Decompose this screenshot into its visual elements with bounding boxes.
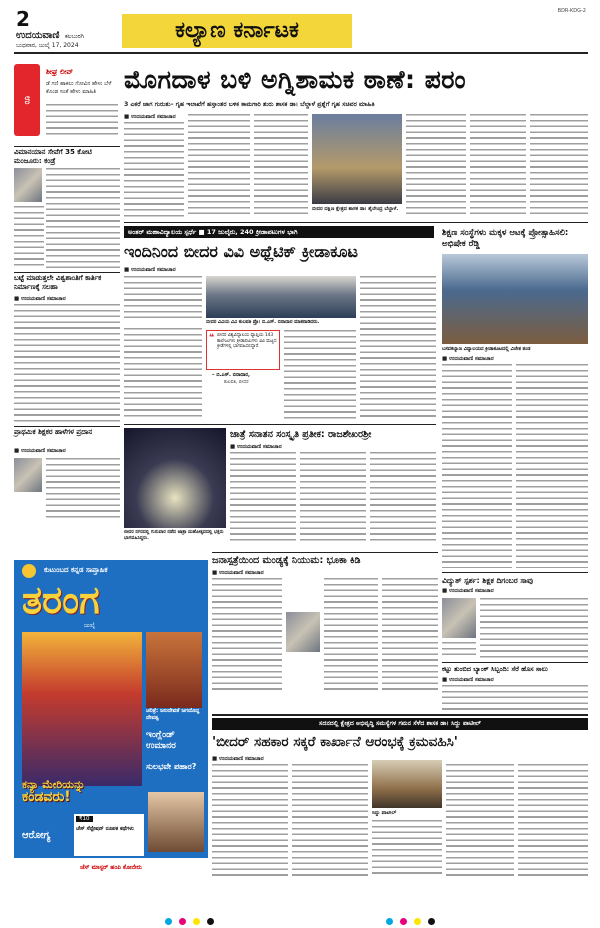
hospital-body-2	[324, 578, 378, 690]
lead-headline: ಮೊಗದಾಳ ಬಳಿ ಅಗ್ನಿಶಾಮಕ ಠಾಣೆ: ಪರಂ	[124, 65, 467, 94]
bottom-photo	[372, 760, 442, 808]
left-story-3-body	[46, 458, 120, 522]
crop-body	[442, 685, 588, 711]
death-byline: ■ ಉದಯವಾಣಿ ಸಮಾಚಾರ	[442, 588, 494, 594]
left-rule-2	[14, 272, 120, 273]
quote-box	[206, 330, 280, 370]
page-number: 2	[16, 7, 30, 31]
culture-photo-caption: ಬೀದರ ನಗರದಲ್ಲಿ ಗುರುವಾರ ನಡೆದ ಜಾತ್ರಾ ಮಹೋತ್ಸವದಲ್ಲಿ ಭಕ್ತರು ಭಾಗವಹಿಸಿದ್ದರು.	[124, 530, 224, 541]
left-story-1-body	[46, 168, 120, 268]
bottom-headline: 'ಬೀದರ್ ಸಹಕಾರ ಸಕ್ಕರೆ ಕಾರ್ಖಾನೆ ಆರಂಭಕ್ಕೆ ಕ್ರಮವಹಿಸಿ'	[212, 734, 458, 750]
left-story-1-body-b	[14, 206, 44, 268]
death-body-2	[442, 642, 476, 658]
bottom-kicker-box	[212, 718, 588, 730]
culture-body-1	[230, 452, 296, 542]
reg-dot-magenta	[179, 918, 186, 925]
bottom-body-5	[518, 764, 588, 878]
lead-body-col-1	[124, 122, 184, 218]
mid-body-col-3	[360, 276, 436, 420]
crop-headline: ಕಟ್ಟು ತುಂಬಿದ ಬ್ಯಾಂಕ್ ಸಿಬ್ಬಂದಿ: ಸೆರೆ ಹೊಸ ಸಾಲು	[442, 665, 548, 673]
mid-photo	[206, 276, 356, 318]
section-banner	[122, 14, 352, 48]
left-story-1-photo	[14, 168, 42, 202]
hospital-body-3	[382, 578, 438, 690]
left-rule-3	[14, 426, 120, 427]
edition-name: ಕಲಬುರಗಿ	[64, 33, 84, 40]
bottom-body-2	[292, 764, 368, 878]
hospital-byline: ■ ಉದಯವಾಣಿ ಸಮಾಚಾರ	[212, 570, 264, 576]
mid-body-col-1	[124, 276, 202, 320]
lead-byline: ■ ಉದಯವಾಣಿ ಸಮಾಚಾರ	[124, 114, 176, 120]
bottom-body-4	[446, 764, 514, 878]
lead-subhead: 3 ಎಕರೆ ಜಾಗ ಗುರುತು– ಗೃಹ ಇಲಾಖೆಗೆ ಹಸ್ತಾಂತರ ಬಳಿಕ ಕಾಮಗಾರಿ ಶುರು ಶಾಸಕ ಡಾ। ಬೆಲ್ದಾಳೆ ಪ್ರಶ್ನೆಗೆ ಗೃಹ ಸಚಿವರ ಮಾಹಿತಿ	[124, 101, 375, 108]
taranga-side-text-2: ಇಂಗ್ಲೆಂಡ್ ಉಮಾನರ	[146, 730, 176, 751]
quote-icon: ❝	[209, 333, 215, 343]
left-story-2-byline: ■ ಉದಯವಾಣಿ ಸಮಾಚಾರ	[14, 296, 66, 302]
right-story-1-byline: ■ ಉದಯವಾಣಿ ಸಮಾಚಾರ	[442, 356, 494, 362]
taranga-bottom-text: ಚೆಸ್ ಮಾಸ್ಟರ್ ಹಂಪಿ ಕೋನೇರು	[80, 864, 142, 871]
left-rule-1	[14, 146, 120, 147]
taranga-bottom-bar	[14, 858, 208, 878]
reg-dot-yellow	[193, 918, 200, 925]
taranga-side-photo	[146, 632, 202, 708]
culture-body-3	[370, 452, 436, 542]
crop-byline: ■ ಉದಯವಾಣಿ ಸಮಾಚಾರ	[442, 677, 494, 683]
death-photo	[442, 598, 476, 638]
bottom-kicker: ಸದನದಲ್ಲಿ ಕ್ಷೇತ್ರದ ಅಭಿವೃದ್ಧಿ ಸಮಸ್ಯೆಗಳ ಗಮನ ಸೆಳೆದ ಶಾಸಕ ಡಾ। ಸಿದ್ದು ಪಾಟೀಲ್	[319, 720, 481, 727]
bottom-photo-caption: ಸಿದ್ದು ಪಾಟೀಲ್	[372, 810, 397, 816]
taranga-cover-headline-1: ಕನ್ಯಾ ಮೇರಿಯನ್ನು	[22, 778, 86, 791]
lead-body-col-4	[406, 114, 466, 218]
quote-author: – ಬಿ.ಎಸ್. ಬಿರಾದಾರ,	[212, 372, 250, 378]
mid-kicker: ಅಂತರ್ ಮಹಾವಿದ್ಯಾಲಯ ಸ್ಪರ್ಧೆ ■ 17 ಜುಲೈರು, 240 ಕ್ರೀಡಾಪಟುಗಳ ಭಾಗಿ	[128, 228, 298, 236]
taranga-title: ತರಂಗ	[22, 578, 100, 622]
lead-photo	[312, 114, 402, 204]
mid-photo-caption: ಬೀದರ ವಿವಿಯ ವಿವಿ ಕುಲಪತಿ ಪ್ರೊ। ಬಿ.ಎಸ್. ಬಿರಾದಾರ ಮಾತನಾಡಿದರು.	[206, 320, 320, 325]
masthead	[14, 8, 588, 50]
death-headline: ವಿದ್ಯುತ್ ಸ್ಪರ್ಶ: ಶಿಕ್ಷಕ ದಿಗಂಬರ ಸಾವು	[442, 576, 534, 585]
paper-name: ಉದಯವಾಣಿ	[16, 30, 60, 41]
quote-author-title: ಕುಲಪತಿ, ಬೀದರ	[224, 380, 249, 385]
taranga-cover-photo	[22, 632, 142, 786]
brief-title: ಶೀಘ್ರ ಲೀವ್	[46, 68, 74, 76]
reg-dot-cyan-2	[386, 918, 393, 925]
death-body-1	[480, 598, 588, 658]
mid-body-col-2	[284, 330, 356, 420]
taranga-ad[interactable]	[14, 560, 208, 878]
left-story-3-photo	[14, 458, 42, 492]
brief-box	[14, 60, 120, 142]
taranga-cover-headline-2: ಕಂಡವರು!	[22, 789, 71, 805]
lead-body-col-5	[470, 114, 526, 218]
right-story-1-photo	[442, 254, 588, 344]
paper-logo	[16, 30, 84, 41]
right-story-1-body-1	[442, 364, 512, 568]
brief-text: ಡೆ ಗಣಿ ಹಾಕಲು ಗೋವಿನ ಹೇಳು ಬೆಳೆ ಕೊಂಡ ಸಂತೆ ಹೇಳು ಮಾಹಿತಿ	[46, 81, 112, 95]
taranga-price-tag: ₹10	[76, 816, 93, 822]
culture-body-2	[300, 452, 366, 542]
death-rule	[442, 572, 588, 573]
lead-body-col-6	[530, 114, 588, 218]
hospital-photo	[286, 612, 320, 652]
taranga-logo-icon	[22, 564, 36, 578]
section-title: ಕಲ್ಯಾಣ ಕರ್ನಾಟಕ	[175, 18, 299, 43]
bottom-rule	[212, 714, 588, 716]
left-story-2-body	[14, 304, 120, 422]
right-story-1-caption: ಬಸವಕಲ್ಯಾಣ ವಿದ್ಯಾಲಯದ ಕ್ರೀಡಾಕೂಟದಲ್ಲಿ ವಿಜೇತ ತಂಡ	[442, 347, 531, 352]
culture-byline: ■ ಉದಯವಾಣಿ ಸಮಾಚಾರ	[230, 444, 282, 450]
taranga-aroghya: ಆರೋಗ್ಯ	[22, 830, 51, 841]
lead-body-col-2	[188, 114, 250, 218]
mid-kicker-box	[124, 226, 434, 238]
left-story-3-headline: ಪ್ರಾಥಮಿಕ ಶಿಕ್ಷಕರ ಹಾಳೆಗಳ ಪ್ರದಾನ	[14, 428, 93, 436]
left-story-1-headline: ವಿಮಾನಯಾನ ಸೇವೆಗೆ 35 ಕೋಟಿ ಮಂಜೂರು: ಕಂಡ್ರೆ	[14, 148, 92, 165]
reg-dot-black-2	[428, 918, 435, 925]
quote-text: ಬೀದರ ವಿಶ್ವವಿದ್ಯಾಲಯ ವ್ಯಾಪ್ತಿಯ 143 ಕಾಲೇಜುಗಳು ಕ್ರೀಡಾಪಟುಗಳು ವಿವಿ ಮಟ್ಟದ ಕ್ರೀಡೆಗಳಲ್ಲಿ ಭಾಗವಹಿಸಲಿದ್ದಾರೆ.	[217, 333, 277, 350]
issue-date: ಬುಧವಾರ, ಜುಲೈ 17, 2024	[16, 42, 79, 49]
taranga-box	[74, 814, 144, 856]
hospital-headline: ಜನಾಸ್ಪತ್ರೆಯಿಂದ ಮಂಡ್ಯಕ್ಕೆ ನಿಯುಮ: ಭೂಕಾ ಕಿಡಿ	[212, 555, 361, 566]
taranga-box-text: ಚೆಸ್ ಸೆನ್ಸೇಷನ್ ರೂಪಕ ಕಥೆಗಳು	[76, 826, 134, 832]
right-story-1-headline: ಶಿಕ್ಷಣ ಸಂಸ್ಥೆಗಳು ಮಕ್ಕಳ ಆಟಕ್ಕೆ ಪ್ರೋತ್ಸಾಹಿಸಲಿ: ಅಭಿಷೇಕ ರೆಡ್ಡಿ	[442, 228, 569, 249]
lead-headline-box	[124, 62, 588, 98]
lead-body-col-3	[254, 114, 308, 218]
taranga-person-photo	[148, 792, 204, 852]
taranga-cover-headline	[22, 778, 148, 804]
hospital-rule	[212, 552, 438, 553]
hospital-body-1	[212, 578, 282, 690]
mid-rule-top	[124, 222, 588, 223]
culture-photo	[124, 428, 226, 528]
bottom-byline: ■ ಉದಯವಾಣಿ ಸಮಾಚಾರ	[212, 756, 264, 762]
color-registration-bar	[14, 910, 588, 920]
taranga-side-text-1: ಚರಿತ್ರೆ: ಜಲದೇವತೆ ಜಗದೊದ್ದ ದೇವತ್ವ	[146, 708, 200, 721]
right-story-1-body-2	[516, 364, 588, 568]
lead-photo-caption: ಬೀದರ ದಕ್ಷಿಣ ಕ್ಷೇತ್ರದ ಶಾಸಕ ಡಾ। ಶೈಲೇಂದ್ರ ಬೆಲ್ದಾಳೆ.	[312, 206, 399, 212]
reg-dot-yellow-2	[414, 918, 421, 925]
reg-dot-black	[207, 918, 214, 925]
udayavani-logo-icon: ಉ	[14, 64, 40, 136]
masthead-rule	[14, 52, 588, 54]
bottom-body-3	[372, 820, 442, 878]
mid-headline: ಇಂದಿನಿಂದ ಬೀದರ ವಿವಿ ಅಥ್ಲೆಟಿಕ್ ಕ್ರೀಡಾಕೂಟ	[124, 242, 358, 261]
reg-dot-magenta-2	[400, 918, 407, 925]
culture-headline: ಜಾತ್ರೆ ಸನಾತನ ಸಂಸ್ಕೃತಿ ಪ್ರತೀಕ: ರಾಜಶೇಖರಶ್ರೀ	[230, 429, 372, 440]
reg-dot-cyan	[165, 918, 172, 925]
culture-rule	[124, 424, 436, 425]
left-story-3-byline: ■ ಉದಯವಾಣಿ ಸಮಾಚಾರ	[14, 448, 66, 454]
taranga-side-text-3: ಸುಲಭವೇ ಪಹಾರ?	[146, 762, 197, 771]
mid-byline: ■ ಉದಯವಾಣಿ ಸಮಾಚಾರ	[124, 267, 176, 273]
taranga-date: ಜುಲೈ	[84, 622, 96, 629]
mid-body-col-1b	[124, 328, 202, 420]
page-code: BDR-KDG-2	[557, 8, 586, 14]
taranga-top-line: ಕುಟುಂಬದ ಕನ್ನಡ ಸಾಪ್ತಾಹಿಕ	[44, 566, 108, 574]
left-story-2-headline: ಬಟ್ಟೆ ಮಾಡುತ್ತಲೇ ವಿಶ್ವಶಾಂತಿಗೆ ಕಾರ್ತಿಕ ನಿರ್ಮಾಣಕ್ಕೆ ಸಲಹಾ	[14, 274, 102, 291]
crop-rule	[442, 662, 588, 663]
bottom-body-1	[212, 764, 288, 878]
